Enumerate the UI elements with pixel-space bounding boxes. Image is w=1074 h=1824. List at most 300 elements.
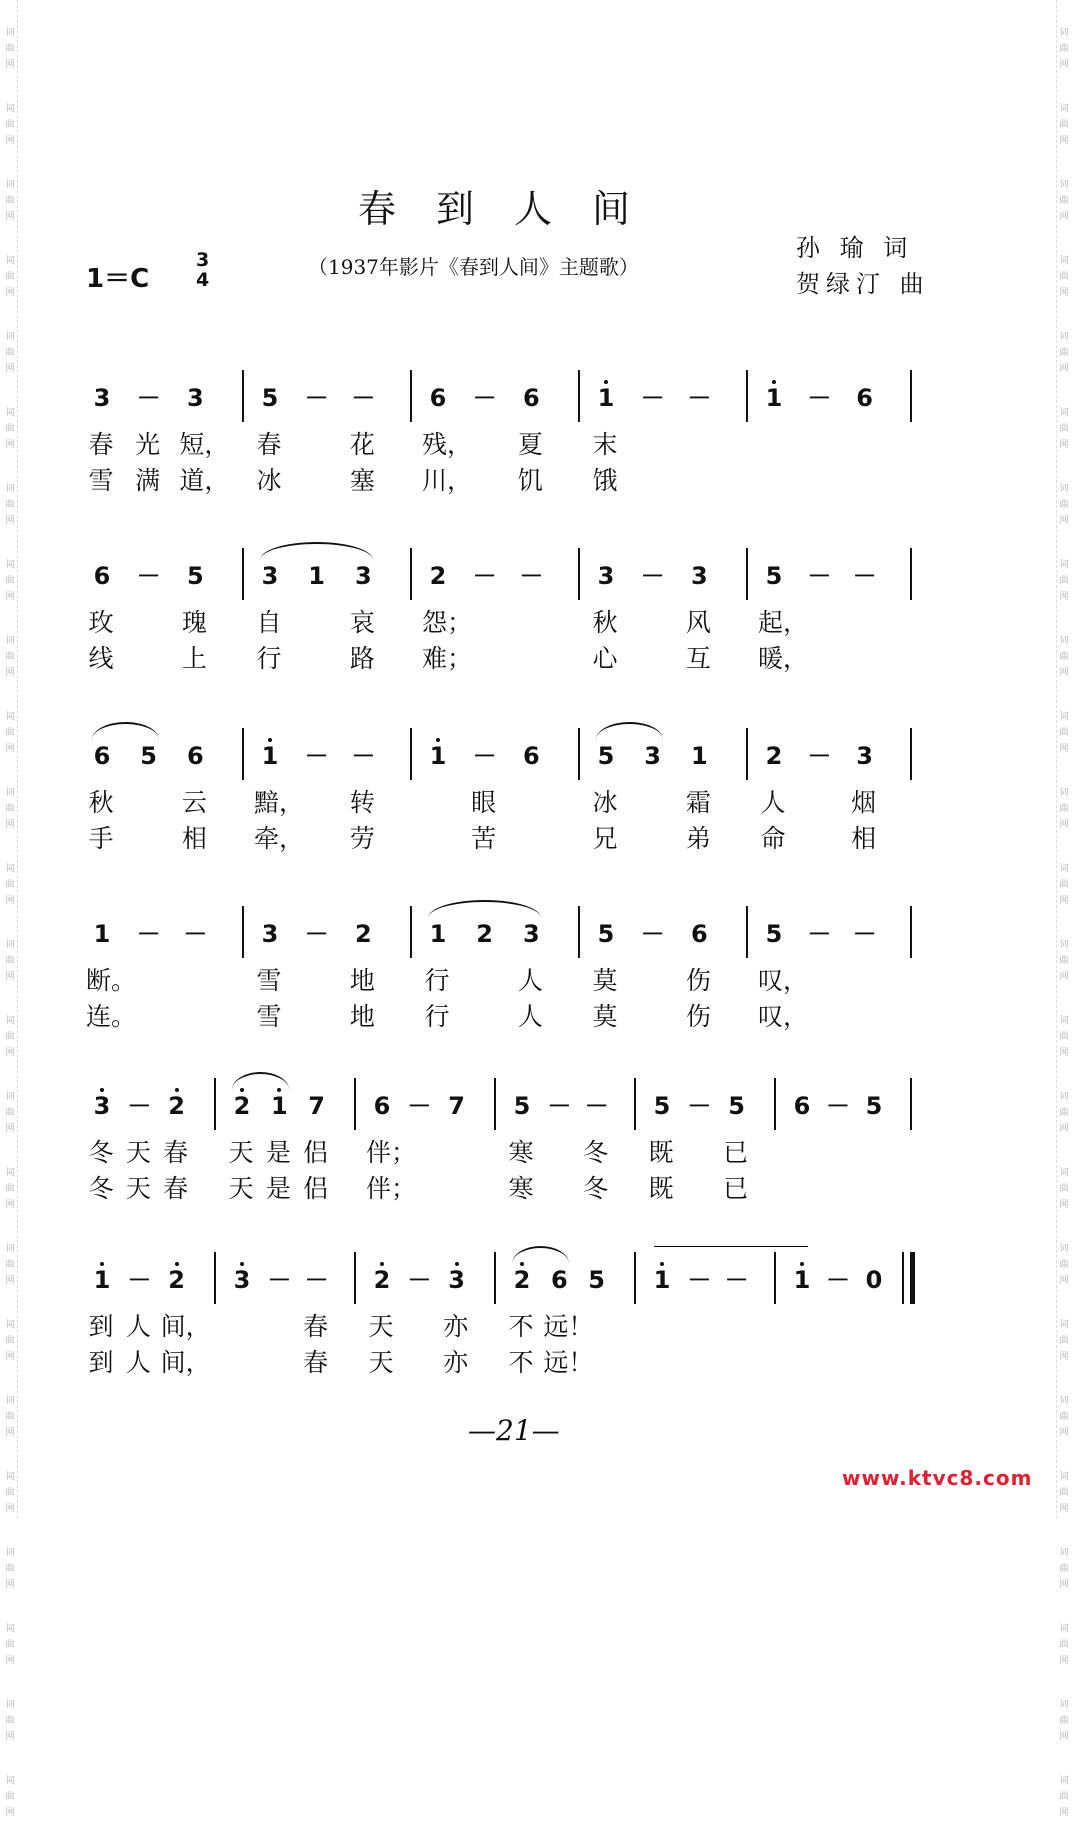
margin-mark: [1059, 484, 1068, 532]
margin-mark-char: 词: [5, 1320, 15, 1330]
margin-mark-char: 网: [1059, 212, 1069, 222]
margin-mark: [1059, 1624, 1068, 1672]
high-octave-dot: [660, 1262, 664, 1266]
margin-mark-char: 网: [5, 896, 15, 906]
lyric-char: 远！: [543, 1312, 594, 1341]
margin-mark-char: 词: [5, 1168, 15, 1178]
lyric-char: 夏: [517, 430, 543, 459]
song-subtitle: （1937年影片《春到人间》主题歌）: [308, 255, 639, 279]
lyric-char: 人: [125, 1348, 151, 1377]
margin-mark-char: 曲: [5, 196, 15, 206]
margin-mark: [5, 636, 14, 684]
margin-mark-char: 词: [5, 180, 15, 190]
dash-mark: －: [127, 1092, 152, 1120]
margin-mark-char: 曲: [1059, 1108, 1069, 1118]
dash-mark: －: [136, 562, 161, 590]
margin-mark-char: 词: [5, 864, 15, 874]
lyric-char: 花: [349, 430, 375, 459]
barline: [410, 906, 412, 958]
barline: [410, 370, 412, 422]
margin-mark-char: 词: [1059, 1472, 1069, 1482]
margin-mark-char: 曲: [1059, 500, 1069, 510]
margin-mark: [5, 408, 14, 456]
margin-mark-char: 网: [1059, 972, 1069, 982]
site-watermark: www.ktvc8.com: [842, 1466, 1033, 1490]
high-octave-dot: [175, 1262, 179, 1266]
lyric-char: 春: [88, 430, 114, 459]
note: 3: [354, 562, 372, 590]
dash-mark: －: [807, 742, 832, 770]
margin-mark-char: 曲: [1059, 880, 1069, 890]
lyric-char: 人: [760, 788, 786, 817]
high-octave-dot: [604, 380, 608, 384]
margin-mark-char: 词: [5, 1624, 15, 1634]
margin-mark-char: 网: [5, 1124, 15, 1134]
margin-mark-char: 曲: [5, 424, 15, 434]
margin-mark-char: 词: [1059, 1244, 1069, 1254]
margin-mark-char: 曲: [5, 576, 15, 586]
left-margin-watermark: [3, 0, 18, 1818]
margin-mark-char: 网: [1059, 896, 1069, 906]
dash-mark: －: [640, 562, 665, 590]
barline: [494, 1252, 496, 1304]
margin-mark-char: 曲: [1059, 272, 1069, 282]
lyric-char: 霜: [685, 788, 711, 817]
lyric-char: 春: [303, 1348, 329, 1377]
margin-mark-char: 网: [1059, 1656, 1069, 1666]
note: 5: [588, 1266, 605, 1294]
lyric-char: 莫: [592, 966, 618, 995]
barline: [774, 1078, 776, 1130]
note: 7: [448, 1092, 465, 1120]
margin-mark-char: 网: [1059, 1200, 1069, 1210]
margin-mark-char: 曲: [5, 1488, 15, 1498]
note: 6: [373, 1092, 391, 1120]
lyric-char: 侣: [303, 1174, 329, 1203]
dash-mark: －: [136, 384, 161, 412]
lyric-char: 命: [760, 824, 786, 853]
margin-mark-char: 网: [1059, 1048, 1069, 1058]
lyric-char: 自: [256, 608, 282, 637]
margin-mark-char: 曲: [1059, 120, 1069, 130]
lyric-char: 雪: [256, 966, 282, 995]
margin-mark-char: 网: [5, 972, 15, 982]
dash-mark: －: [640, 920, 665, 948]
barline: [214, 1078, 216, 1130]
lyric-char: 云: [181, 788, 207, 817]
lyric-char: 末: [592, 430, 618, 459]
margin-mark-char: 网: [1059, 1124, 1069, 1134]
margin-mark-char: 网: [5, 1656, 15, 1666]
barline: [578, 370, 580, 422]
margin-mark-char: 曲: [1059, 1336, 1069, 1346]
margin-mark-char: 曲: [5, 728, 15, 738]
lyric-char: 伴；: [366, 1138, 417, 1167]
note: 0: [865, 1266, 883, 1294]
margin-mark-char: 网: [1059, 592, 1069, 602]
margin-mark-char: 网: [1059, 136, 1069, 146]
margin-mark-char: 网: [5, 212, 15, 222]
note: 1: [426, 742, 450, 770]
note: 6: [793, 1092, 811, 1120]
key-signature: 1＝C: [86, 264, 150, 294]
note: 3: [261, 562, 279, 590]
margin-mark-char: 曲: [5, 500, 15, 510]
margin-mark-char: 词: [5, 408, 15, 418]
lyric-char: 转: [349, 788, 375, 817]
dash-mark: －: [519, 562, 544, 590]
margin-mark: [1059, 1776, 1068, 1824]
high-octave-dot: [268, 738, 272, 742]
lyric-char: 伤: [685, 1002, 711, 1031]
dash-mark: －: [852, 562, 877, 590]
margin-mark-char: 词: [5, 104, 15, 114]
note: 1: [93, 920, 111, 948]
margin-mark-char: 网: [1059, 1428, 1069, 1438]
margin-mark-char: 曲: [5, 1716, 15, 1726]
lyric-char: 寒: [508, 1138, 534, 1167]
margin-mark-char: 曲: [5, 1412, 15, 1422]
margin-mark: [1059, 864, 1068, 912]
margin-mark-char: 网: [5, 820, 15, 830]
barline: [910, 548, 912, 600]
margin-mark-char: 词: [1059, 864, 1069, 874]
note: 6: [186, 742, 204, 770]
barline: [910, 906, 912, 958]
dash-mark: －: [304, 384, 329, 412]
note: 6: [93, 562, 111, 590]
lyric-char: 天: [228, 1174, 254, 1203]
margin-mark-char: 词: [1059, 1320, 1069, 1330]
lyric-char: 兄: [592, 824, 618, 853]
lyric-char: 间，: [160, 1348, 211, 1377]
margin-mark-char: 词: [5, 484, 15, 494]
lyric-char: 是: [265, 1138, 291, 1167]
high-octave-dot: [100, 1088, 104, 1092]
lyric-char: 牵，: [254, 824, 305, 853]
lyricist-credit: 孙 瑜 词: [796, 234, 914, 262]
margin-mark-char: 词: [5, 332, 15, 342]
note: 2: [165, 1092, 189, 1120]
note: 2: [370, 1266, 394, 1294]
note: 3: [90, 1092, 114, 1120]
lyric-char: 叹，: [758, 966, 809, 995]
lyric-char: 到: [88, 1312, 114, 1341]
margin-mark: [5, 1092, 14, 1140]
high-octave-dot: [800, 1262, 804, 1266]
lyric-char: 冬: [583, 1138, 609, 1167]
margin-mark-char: 词: [5, 1016, 15, 1026]
margin-mark-char: 词: [5, 560, 15, 570]
note: 6: [856, 384, 873, 412]
margin-mark-char: 词: [1059, 332, 1069, 342]
margin-mark-char: 网: [5, 440, 15, 450]
barline: [242, 370, 244, 422]
barline: [774, 1252, 776, 1304]
margin-mark-char: 词: [5, 636, 15, 646]
dash-mark: －: [351, 384, 376, 412]
lyric-char: 天: [125, 1138, 151, 1167]
lyric-char: 相: [851, 824, 877, 853]
note: 5: [140, 742, 157, 770]
time-denominator: 4: [196, 269, 210, 291]
margin-mark-char: 词: [1059, 1092, 1069, 1102]
high-octave-dot: [100, 1262, 104, 1266]
lyric-char: 冬: [583, 1174, 609, 1203]
note: 1: [762, 384, 786, 412]
lyric-char: 心: [592, 644, 618, 673]
margin-mark: [1059, 712, 1068, 760]
margin-mark: [5, 180, 14, 228]
dash-mark: －: [687, 384, 712, 412]
margin-mark-char: 曲: [1059, 1184, 1069, 1194]
lyric-char: 亦: [443, 1348, 469, 1377]
lyric-char: 天: [125, 1174, 151, 1203]
margin-mark-char: 网: [5, 1352, 15, 1362]
margin-mark: [1059, 636, 1068, 684]
barline: [902, 1252, 904, 1304]
lyric-char: 弟: [685, 824, 711, 853]
lyric-char: 路: [349, 644, 375, 673]
margin-mark-char: 曲: [1059, 196, 1069, 206]
margin-mark-char: 网: [1059, 288, 1069, 298]
lyric-char: 黯，: [254, 788, 305, 817]
margin-mark: [5, 256, 14, 304]
lyric-char: 天: [368, 1312, 394, 1341]
lyric-char: 冬: [88, 1138, 114, 1167]
margin-mark-char: 网: [1059, 744, 1069, 754]
margin-mark-char: 网: [1059, 440, 1069, 450]
dash-mark: －: [304, 1266, 329, 1294]
margin-mark: [1059, 788, 1068, 836]
note: 2: [354, 920, 372, 948]
margin-mark-char: 网: [5, 592, 15, 602]
note: 6: [93, 742, 111, 770]
margin-mark-char: 曲: [5, 1792, 15, 1802]
lyric-char: 上: [181, 644, 207, 673]
lyric-char: 哀: [349, 608, 375, 637]
lyric-char: 亦: [443, 1312, 469, 1341]
margin-mark-char: 网: [1059, 60, 1069, 70]
lyric-char: 冰: [592, 788, 618, 817]
margin-mark: [5, 332, 14, 380]
margin-mark-char: 曲: [1059, 424, 1069, 434]
note: 5: [261, 384, 279, 412]
lyric-char: 到: [88, 1348, 114, 1377]
margin-mark-char: 网: [1059, 668, 1069, 678]
note: 2: [165, 1266, 189, 1294]
barline: [910, 370, 912, 422]
margin-mark: [5, 1624, 14, 1672]
dash-mark: －: [136, 920, 161, 948]
margin-mark-char: 曲: [5, 44, 15, 54]
lyric-char: 人: [517, 966, 543, 995]
margin-mark: [5, 28, 14, 76]
dash-mark: －: [826, 1266, 850, 1294]
margin-mark-char: 网: [5, 288, 15, 298]
margin-mark-char: 曲: [1059, 348, 1069, 358]
margin-mark: [5, 864, 14, 912]
margin-mark-char: 曲: [1059, 1032, 1069, 1042]
lyric-char: 雪: [256, 1002, 282, 1031]
dash-mark: －: [852, 920, 877, 948]
margin-mark: [5, 788, 14, 836]
barline: [410, 548, 412, 600]
barline: [242, 728, 244, 780]
margin-mark-char: 曲: [5, 1260, 15, 1270]
note: 6: [690, 920, 708, 948]
barline: [354, 1078, 356, 1130]
lyric-char: 冬: [88, 1174, 114, 1203]
note: 7: [308, 1092, 325, 1120]
note: 3: [261, 920, 279, 948]
dash-mark: －: [826, 1092, 850, 1120]
margin-mark-char: 网: [5, 516, 15, 526]
margin-mark-char: 词: [1059, 28, 1069, 38]
lyric-char: 连。: [86, 1002, 137, 1031]
dash-mark: －: [807, 384, 832, 412]
margin-mark-char: 曲: [1059, 1412, 1069, 1422]
lyric-char: 劳: [349, 824, 375, 853]
barline: [494, 1078, 496, 1130]
margin-mark-char: 网: [5, 364, 15, 374]
note: 5: [728, 1092, 745, 1120]
margin-mark-char: 曲: [5, 652, 15, 662]
margin-mark-char: 网: [5, 1580, 15, 1590]
lyric-char: 怨；: [422, 608, 473, 637]
barline: [214, 1252, 216, 1304]
note: 6: [522, 742, 540, 770]
margin-mark-char: 词: [1059, 1016, 1069, 1026]
note: 6: [550, 1266, 568, 1294]
lyric-char: 暖，: [758, 644, 809, 673]
note: 3: [644, 742, 661, 770]
margin-mark: [5, 1320, 14, 1368]
margin-mark-char: 曲: [5, 348, 15, 358]
lyric-char: 春: [163, 1138, 189, 1167]
margin-mark-char: 网: [1059, 820, 1069, 830]
margin-mark-char: 网: [5, 60, 15, 70]
note: 5: [186, 562, 204, 590]
margin-mark-char: 曲: [1059, 652, 1069, 662]
high-octave-dot: [455, 1262, 459, 1266]
barline: [242, 548, 244, 600]
barline: [634, 1078, 636, 1130]
dash-mark: －: [472, 562, 497, 590]
lyric-char: 莫: [592, 1002, 618, 1031]
lyric-char: 烟: [851, 788, 877, 817]
note: 2: [510, 1266, 534, 1294]
margin-mark-char: 词: [5, 1092, 15, 1102]
lyric-char: 苦: [471, 824, 497, 853]
margin-mark: [5, 1548, 14, 1596]
margin-mark: [1059, 940, 1068, 988]
margin-mark-char: 曲: [5, 120, 15, 130]
note: 3: [522, 920, 540, 948]
margin-mark-char: 网: [1059, 1504, 1069, 1514]
margin-mark-char: 词: [5, 28, 15, 38]
dash-mark: －: [351, 742, 376, 770]
barline: [354, 1252, 356, 1304]
margin-mark-char: 词: [5, 1548, 15, 1558]
note: 1: [90, 1266, 114, 1294]
note: 1: [650, 1266, 674, 1294]
final-barline: [910, 1252, 915, 1304]
note: 2: [230, 1092, 254, 1120]
margin-mark-char: 词: [1059, 484, 1069, 494]
lyric-char: 残，: [422, 430, 473, 459]
lyric-char: 春: [303, 1312, 329, 1341]
lyric-char: 行: [424, 1002, 450, 1031]
lyric-char: 侣: [303, 1138, 329, 1167]
barline: [410, 728, 412, 780]
dash-mark: －: [407, 1092, 432, 1120]
dash-mark: －: [687, 1266, 712, 1294]
margin-mark-char: 词: [1059, 1168, 1069, 1178]
margin-mark: [5, 1472, 14, 1520]
barline: [910, 1078, 912, 1130]
high-octave-dot: [175, 1088, 179, 1092]
margin-mark-char: 词: [5, 788, 15, 798]
margin-mark-char: 网: [5, 1200, 15, 1210]
high-octave-dot: [772, 380, 776, 384]
lyric-char: 线: [88, 644, 114, 673]
margin-mark-char: 网: [5, 1808, 15, 1818]
margin-mark-char: 词: [5, 940, 15, 950]
note: 2: [429, 562, 447, 590]
margin-mark-char: 网: [1059, 364, 1069, 374]
lyric-char: 春: [163, 1174, 189, 1203]
margin-mark-char: 词: [5, 1776, 15, 1786]
margin-mark-char: 词: [1059, 788, 1069, 798]
lyric-char: 寒: [508, 1174, 534, 1203]
dash-mark: －: [472, 384, 497, 412]
margin-mark: [5, 484, 14, 532]
note: 2: [476, 920, 493, 948]
dash-mark: －: [584, 1092, 609, 1120]
lyric-char: 间，: [160, 1312, 211, 1341]
high-octave-dot: [380, 1262, 384, 1266]
note: 6: [429, 384, 447, 412]
margin-mark-char: 词: [1059, 1700, 1069, 1710]
barline: [746, 906, 748, 958]
margin-mark: [5, 712, 14, 760]
lyric-char: 不: [508, 1312, 534, 1341]
lyric-char: 伤: [685, 966, 711, 995]
dash-mark: －: [472, 742, 497, 770]
margin-mark: [5, 1396, 14, 1444]
margin-mark-char: 词: [1059, 180, 1069, 190]
lyric-char: 断。: [86, 966, 137, 995]
margin-mark-char: 网: [5, 136, 15, 146]
note: 3: [93, 384, 111, 412]
lyric-char: 饿: [592, 466, 618, 495]
barline: [746, 548, 748, 600]
margin-mark-char: 曲: [5, 1184, 15, 1194]
lyric-char: 既: [648, 1174, 674, 1203]
margin-mark-char: 曲: [1059, 956, 1069, 966]
margin-mark-char: 网: [5, 1276, 15, 1286]
dash-mark: －: [127, 1266, 152, 1294]
lyric-char: 远！: [543, 1348, 594, 1377]
barline: [910, 728, 912, 780]
margin-mark-char: 词: [1059, 712, 1069, 722]
margin-mark: [5, 560, 14, 608]
dash-mark: －: [687, 1092, 712, 1120]
margin-mark-char: 网: [5, 1504, 15, 1514]
note: 5: [765, 920, 783, 948]
margin-mark-char: 曲: [1059, 728, 1069, 738]
